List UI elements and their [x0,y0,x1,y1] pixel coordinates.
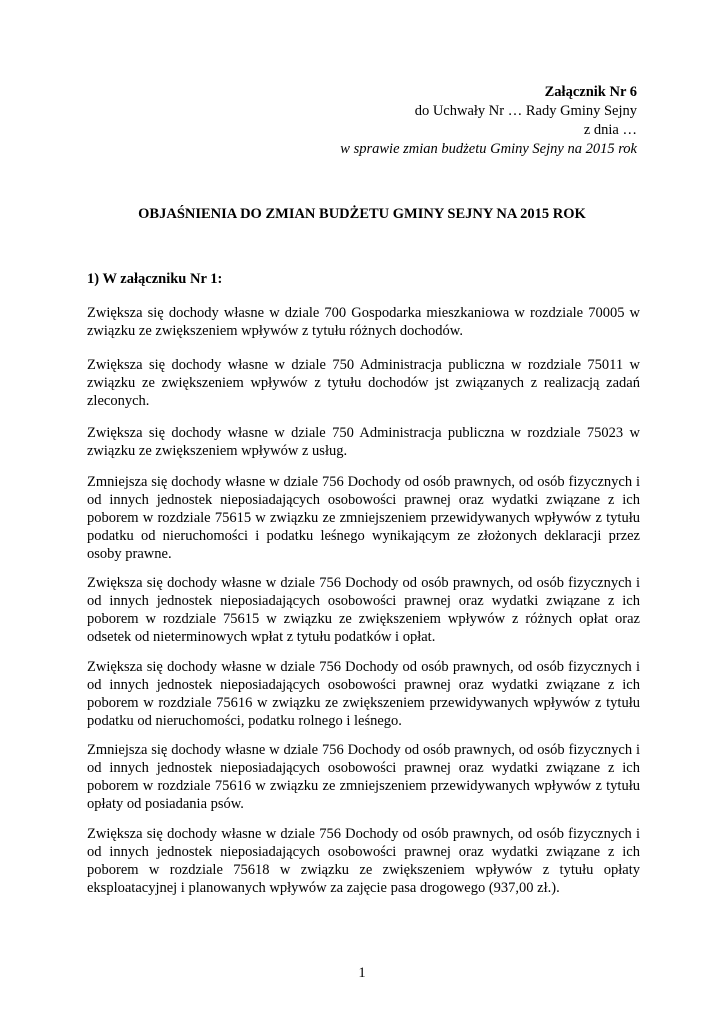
paragraph-text: Zwiększa się dochody własne w dziale 750 Administracja publiczna w rozdziale 75023 w związku ze zwiększeniem wpływów z usług. [87,425,640,459]
paragraph-text: Zwiększa się dochody własne w dziale 756 Dochody od osób prawnych, od osób fizycznych i od innych jednostek nieposiadających osobowości prawnej oraz wydatki związane z ich poborem w rozdziale 75618 w związku ze zwiększeniem wpływów z tytułu opłaty eksploatacyjnej i planowanych wpływów za zajęcie pasa drogowego (937,00 zł.). [87,826,640,896]
paragraph-text: Zmniejsza się dochody własne w dziale 756 Dochody od osób prawnych, od osób fizycznych i od innych jednostek nieposiadających osobowości prawnej oraz wydatki związane z ich poborem w rozdziale 75616 w związku ze zmniejszeniem przewidywanych wpływów z tytułu opłaty od posiadania psów. [87,742,640,812]
paragraph-text: Zwiększa się dochody własne w dziale 756 Dochody od osób prawnych, od osób fizycznych i od innych jednostek nieposiadających osobowości prawnej oraz wydatki związane z ich poborem w rozdziale 75615 w związku ze zwiększeniem wpływów z różnych opłat oraz odsetek od nieterminowych wpłat z tytułu podatków i opłat. [87,575,640,645]
paragraph-8 [87,825,640,897]
paragraph-6 [87,658,640,730]
annex-title: Załącznik Nr 6 [544,84,637,100]
resolution-date: z dnia … [583,122,637,138]
paragraph-1 [87,304,640,340]
paragraph-5 [87,574,640,646]
paragraph-text: Zwiększa się dochody własne w dziale 756 Dochody od osób prawnych, od osób fizycznych i od innych jednostek nieposiadających osobowości prawnej oraz wydatki związane z ich poborem w rozdziale 75616 w związku ze zwiększeniem przewidywanych wpływów z tytułu podatku od nieruchomości, podatku rolnego i leśnego. [87,659,640,729]
paragraph-7 [87,741,640,813]
paragraph-text: Zmniejsza się dochody własne w dziale 756 Dochody od osób prawnych, od osób fizycznych i od innych jednostek nieposiadających osobowości prawnej oraz wydatki związane z ich poborem w rozdziale 75615 w związku ze zmniejszeniem przewidywanych wpływów z tytułu podatku od nieruchomości i podatku leśnego wynikającym ze złożonych deklaracji przez osoby prawne. [87,474,640,562]
paragraph-text: Zwiększa się dochody własne w dziale 750 Administracja publiczna w rozdziale 75011 w związku ze zwiększeniem wpływów z tytułu dochodów jst związanych z realizacją zadań zleconych. [87,357,640,409]
document-title: OBJAŚNIENIA DO ZMIAN BUDŻETU GMINY SEJNY NA 2015 ROK [138,206,586,222]
page-number: 1 [358,965,366,981]
paragraph-3 [87,424,640,460]
resolution-subject: w sprawie zmian budżetu Gminy Sejny na 2015 rok [340,141,637,157]
resolution-reference: do Uchwały Nr … Rady Gminy Sejny [414,103,637,119]
paragraph-text: Zwiększa się dochody własne w dziale 700 Gospodarka mieszkaniowa w rozdziale 70005 w związku ze zwiększeniem wpływów z tytułu różnych dochodów. [87,305,640,339]
section-heading: 1) W załączniku Nr 1: [87,271,223,287]
paragraph-2 [87,356,640,410]
paragraph-4 [87,473,640,563]
annex-header [340,83,637,159]
